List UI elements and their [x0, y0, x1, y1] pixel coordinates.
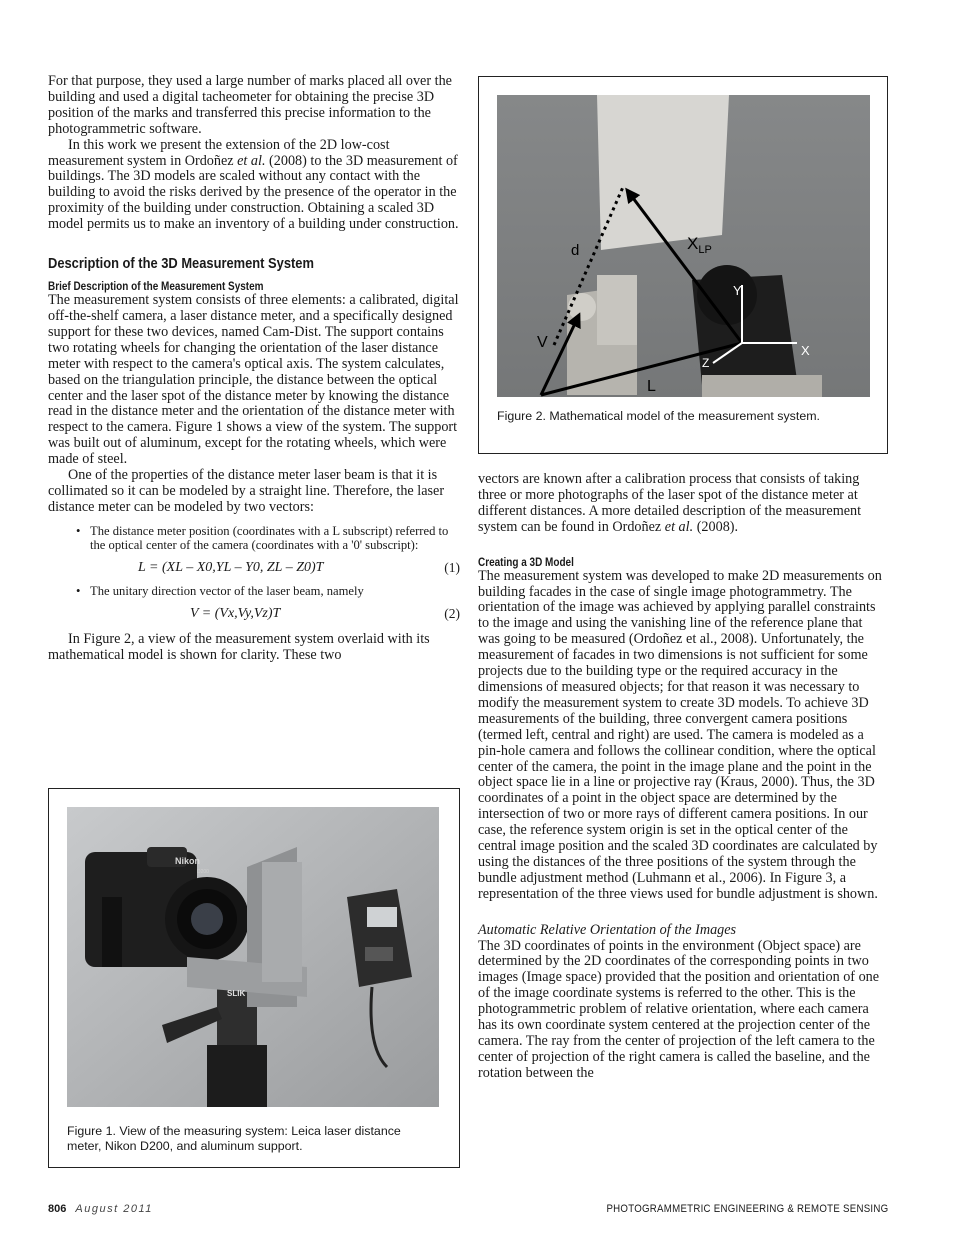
paragraph: In Figure 2, a view of the measurement system overlaid with its mathematical model is shown for clarity. These two: [48, 631, 430, 664]
footer-left: [48, 1203, 153, 1215]
subsubsection-heading: Automatic Relative Orientation of the Images: [478, 921, 737, 938]
equation-2: [48, 606, 460, 626]
bullet-text: The distance meter position (coordinates with a L subscript) referred to the optical center of the camera (coordinates with a '0' subscript):: [90, 523, 449, 552]
paragraph: [478, 472, 886, 536]
text-run-italic: et al.: [237, 152, 266, 169]
bullet-dot: •: [76, 523, 81, 538]
bullet-text: The unitary direction vector of the laser beam, namely: [90, 584, 364, 599]
left-column: [48, 74, 460, 664]
subsection-heading: Brief Description of the Measurement System: [48, 280, 264, 294]
figure-1: [48, 788, 460, 1168]
camera-model-label: D200: [197, 869, 209, 875]
equation-number: (2): [444, 606, 460, 622]
camera-rig-image: [67, 807, 439, 1107]
paragraph: One of the properties of the distance meter laser beam is that it is collimated so it can be modeled by a straight line. Therefore, the laser distance meter can be modeled by two vectors:: [48, 467, 445, 515]
label-v: V: [537, 334, 548, 351]
figure-2-caption: Figure 2. Mathematical model of the measurement system.: [497, 409, 820, 423]
bullet-dot: •: [76, 584, 81, 599]
equation-text: L = (XL – X0,YL – Y0, ZL – Z0)T: [138, 560, 324, 576]
equation-number: (1): [444, 560, 460, 576]
paragraph: The measurement system consists of three elements: a calibrated, digital off-the-shelf camera, a laser distance meter, and a specifically designed support for these two devices, named Cam-Dist. The support contains two rotating wheels for changing the orientation of the laser distance meter with respect to the camera's optical axis. The system calculates, based on the triangulation principle, the distance between the optical center and the laser spot of the distance meter by knowing the distance read in the distance meter and the orientation of the distance meter with respect to the camera. Figure 1 shows a view of the system. The support was built out of aluminum, except for the rotating wheels, which were made of steel.: [48, 292, 459, 468]
paragraph: The 3D coordinates of points in the environment (Object space) are determined by the 2D coordinates of the corresponding points in two images (Image space) provided that the position and orientation of one of the image coordinate systems is referred to the other. This is the photogrammetric problem of relative orientation, where each camera has its own coordinate system centered at the projection center of the camera. The ray from the center of projection of the left camera to the center of projection of the right camera is called the baseline, and the rotation between the: [478, 937, 880, 1081]
label-z: Z: [702, 356, 710, 370]
figure-1-photo: [67, 807, 439, 1107]
figure-1-caption: Figure 1. View of the measuring system: Leica laser distance meter, Nikon D200, and aluminum support.: [67, 1124, 401, 1153]
tripod-brand-label: SLIK: [227, 989, 246, 998]
text-run: vectors are known after a calibration process that consists of taking three or more photographs of the laser spot of the distance meter at different distances. A more detailed description of the measurement system can be found in Ordoñez: [478, 471, 862, 535]
text-run: (2008) to the 3D measurement of buildings. The 3D models are scaled without any contact with the building to avoid the risks derived by the presence of the operator in the proximity of the building under construction. Obtaining a scaled 3D model permits us to make an inventory of a building under construction.: [48, 152, 459, 233]
paragraph: For that purpose, they used a large number of marks placed all over the building and used a digital tacheometer for obtaining the precise 3D position of the marks and transferred this precise information to the photogrammetric software.: [48, 73, 452, 137]
camera-brand-label: Nikon: [175, 856, 201, 866]
paragraph: The measurement system was developed to make 2D measurements on building facades in the case of single image photogrammetry. The orientation of the image was achieved by applying parallel constraints to the image and using the vanishing line of the reference plane that was going to be measured (Ordoñez et al., 2008). Unfortunately, the measurement of facades in two dimensions is not sufficient for some projects due to the building type or the required accuracy in the dimensions of measured objects; for that reason it was necessary to modify the measurement system to create 3D models. To achieve 3D measurements of the building, three convergent camera positions (termed left, central and right) are used. The camera is modeled as a pin-hole camera and follows the collinear condition, where the optical center of the camera, the point in the image plane and the point in the object space lie in a line or projective ray (Kraus, 2000). Thus, the 3D coordinates of a point in the object space are determined by the intersection of two or more rays of different camera positions. In our case, the reference system origin is set in the optical center of the central image position and the scaled 3D coordinates are calculated by using the distances of the three positions of the system through the bundle adjustment method (Luhmann et al., 2006). In Figure 3, a representation of the three views used for bundle adjustment is shown.: [478, 567, 882, 902]
equation-text: V = (Vx,Vy,Vz)T: [190, 606, 281, 622]
section-heading: Description of the 3D Measurement System: [48, 255, 314, 273]
label-xlp-main: X: [687, 234, 699, 253]
equation-1: [48, 560, 460, 580]
label-y: Y: [733, 283, 742, 298]
paragraph: [48, 138, 460, 233]
figure-2: [478, 76, 888, 454]
text-run: (2008).: [693, 518, 739, 535]
issue-date: August 2011: [75, 1203, 153, 1215]
subsection-heading: Creating a 3D Model: [478, 555, 574, 569]
journal-name: PHOTOGRAMMETRIC ENGINEERING & REMOTE SENSING: [606, 1203, 888, 1215]
page-number: 806: [48, 1203, 67, 1215]
right-column: [478, 472, 886, 1082]
bullet-item: [48, 524, 460, 552]
math-model-image: [497, 95, 870, 397]
text-run-italic: et al.: [664, 518, 694, 535]
label-xlp-subscript: LP: [698, 244, 712, 256]
label-x: X: [801, 343, 810, 358]
label-l: L: [647, 378, 656, 395]
text-run: In this work we present the extension of the 2D low-cost measurement system in Ordoñez: [48, 136, 390, 169]
bullet-item: [48, 584, 460, 598]
figure-2-photo: [497, 95, 870, 397]
label-d: d: [571, 242, 580, 259]
